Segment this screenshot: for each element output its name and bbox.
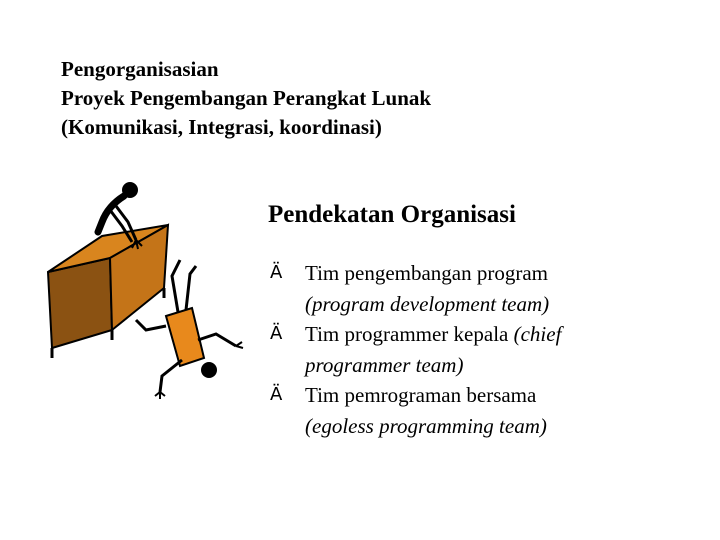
clipart-svg <box>40 180 250 405</box>
bullet-line-combined <box>305 319 698 350</box>
title-line-3: (Komunikasi, Integrasi, koordinasi) <box>61 115 382 139</box>
standing-figure-body <box>98 196 124 232</box>
arrow-bullet-icon: Ä <box>270 323 283 344</box>
arrow-bullet-icon: Ä <box>270 384 283 405</box>
falling-figure-hand <box>155 392 165 399</box>
list-item <box>268 319 698 380</box>
falling-figure-hand <box>236 342 243 348</box>
section-heading: Pendekatan Organisasi <box>268 201 516 228</box>
bullet-text-italic: (program development team) <box>305 291 550 316</box>
desk-front <box>48 258 112 348</box>
bullet-text: Tim pemrograman bersama <box>305 383 537 407</box>
falling-figure-head <box>201 362 217 378</box>
falling-figure-arm <box>136 320 166 330</box>
list-item <box>268 258 698 319</box>
bullet-text-italic: programmer team) <box>305 352 464 377</box>
stick-figure-desk-illustration <box>40 180 250 405</box>
approach-section <box>268 198 698 441</box>
title-line-2: Proyek Pengembangan Perangkat Lunak <box>61 86 432 110</box>
arrow-bullet-icon: Ä <box>270 262 283 283</box>
falling-figure-shirt <box>166 308 204 366</box>
slide-title <box>61 55 621 142</box>
falling-figure-legs <box>172 260 196 312</box>
bullet-list <box>268 258 698 441</box>
bullet-text-italic-inline: (chief <box>513 322 562 346</box>
falling-figure-arm <box>198 334 236 346</box>
bullet-text: Tim pengembangan program <box>305 261 549 285</box>
bullet-text-italic: (egoless programming team) <box>305 413 547 438</box>
title-line-1: Pengorganisasian <box>61 57 219 81</box>
list-item <box>268 380 698 441</box>
bullet-text: Tim programmer kepala <box>305 322 509 346</box>
